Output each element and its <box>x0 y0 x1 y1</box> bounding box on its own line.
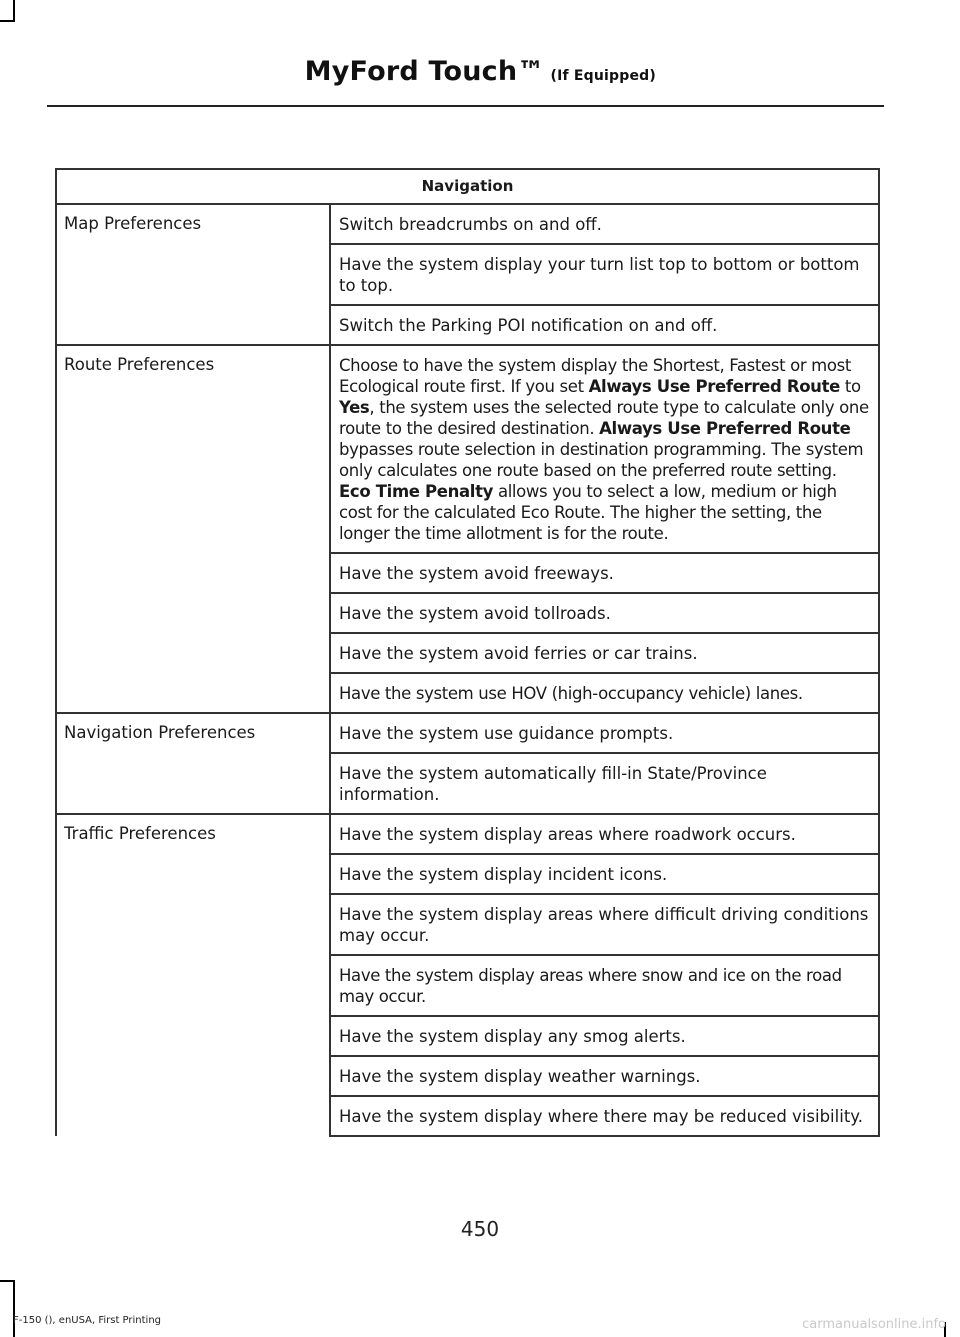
table-cell: Have the system avoid freeways. <box>330 553 879 593</box>
setting-name-eco-time-penalty: Eco Time Penalty <box>339 482 494 501</box>
page-number: 450 <box>460 1217 500 1241</box>
table-cell: Switch the Parking POI notification on and off. <box>330 305 879 345</box>
table-cell: Have the system display areas where snow and ice on the road may occur. <box>330 955 879 1016</box>
crop-mark-top-left-horizontal <box>0 20 14 22</box>
table-row <box>56 204 879 244</box>
navigation-table <box>55 168 880 1137</box>
setting-name-always-use-preferred-route: Always Use Preferred Route <box>588 377 840 396</box>
table-row <box>56 814 879 854</box>
category-traffic-preferences: Traffic Preferences <box>56 814 330 1136</box>
header-title-text: MyFord Touch™ <box>304 56 545 87</box>
route-text: to <box>839 377 861 396</box>
table-row <box>56 713 879 753</box>
table-cell: Have the system display areas where roadwork occurs. <box>330 814 879 854</box>
category-navigation-preferences: Navigation Preferences <box>56 713 330 814</box>
page-header-title <box>305 56 656 87</box>
crop-mark-bottom-left-vertical <box>13 1280 15 1337</box>
table-cell: Have the system automatically fill-in State/Province information. <box>330 753 879 814</box>
header-divider <box>47 105 884 107</box>
category-route-preferences: Route Preferences <box>56 345 330 713</box>
route-description-cell <box>330 345 879 553</box>
category-map-preferences: Map Preferences <box>56 204 330 345</box>
table-header-row <box>56 169 879 204</box>
table-cell: Have the system use HOV (high-occupancy vehicle) lanes. <box>330 673 879 713</box>
table-title: Navigation <box>56 169 879 204</box>
table-cell: Have the system display incident icons. <box>330 854 879 894</box>
table-row <box>56 345 879 553</box>
table-cell: Have the system display weather warnings. <box>330 1056 879 1096</box>
edition-footer: F-150 (), enUSA, First Printing <box>13 1315 162 1326</box>
table-cell: Have the system avoid ferries or car trains. <box>330 633 879 673</box>
route-text: Choose to have the system display the Shortest, Fastest or most Ecological route first. If you set <box>339 356 851 396</box>
table-cell: Have the system display where there may be reduced visibility. <box>330 1096 879 1136</box>
route-text: bypasses route selection in destination programming. The system only calculates one route based on the preferred route setting. <box>339 440 864 480</box>
crop-mark-bottom-left-horizontal <box>0 1280 14 1282</box>
route-text: allows you to select a low, medium or high cost for the calculated Eco Route. The higher the setting, the longer the time allotment is for the route. <box>339 482 837 543</box>
header-subtitle: (If Equipped) <box>550 68 656 84</box>
table-cell: Have the system display areas where difficult driving conditions may occur. <box>330 894 879 955</box>
table-cell: Have the system avoid tollroads. <box>330 593 879 633</box>
setting-value-yes: Yes <box>339 398 370 417</box>
route-text: , the system uses the selected route type to calculate only one route to the desired destination. <box>339 398 869 438</box>
table-cell: Switch breadcrumbs on and off. <box>330 204 879 244</box>
watermark: carmanualsonline.info <box>802 1317 946 1332</box>
table-cell: Have the system display any smog alerts. <box>330 1016 879 1056</box>
table-cell: Have the system use guidance prompts. <box>330 713 879 753</box>
setting-name-always-use-preferred-route: Always Use Preferred Route <box>599 419 851 438</box>
crop-mark-top-left-vertical <box>13 0 15 22</box>
table-cell: Have the system display your turn list top to bottom or bottom to top. <box>330 244 879 305</box>
